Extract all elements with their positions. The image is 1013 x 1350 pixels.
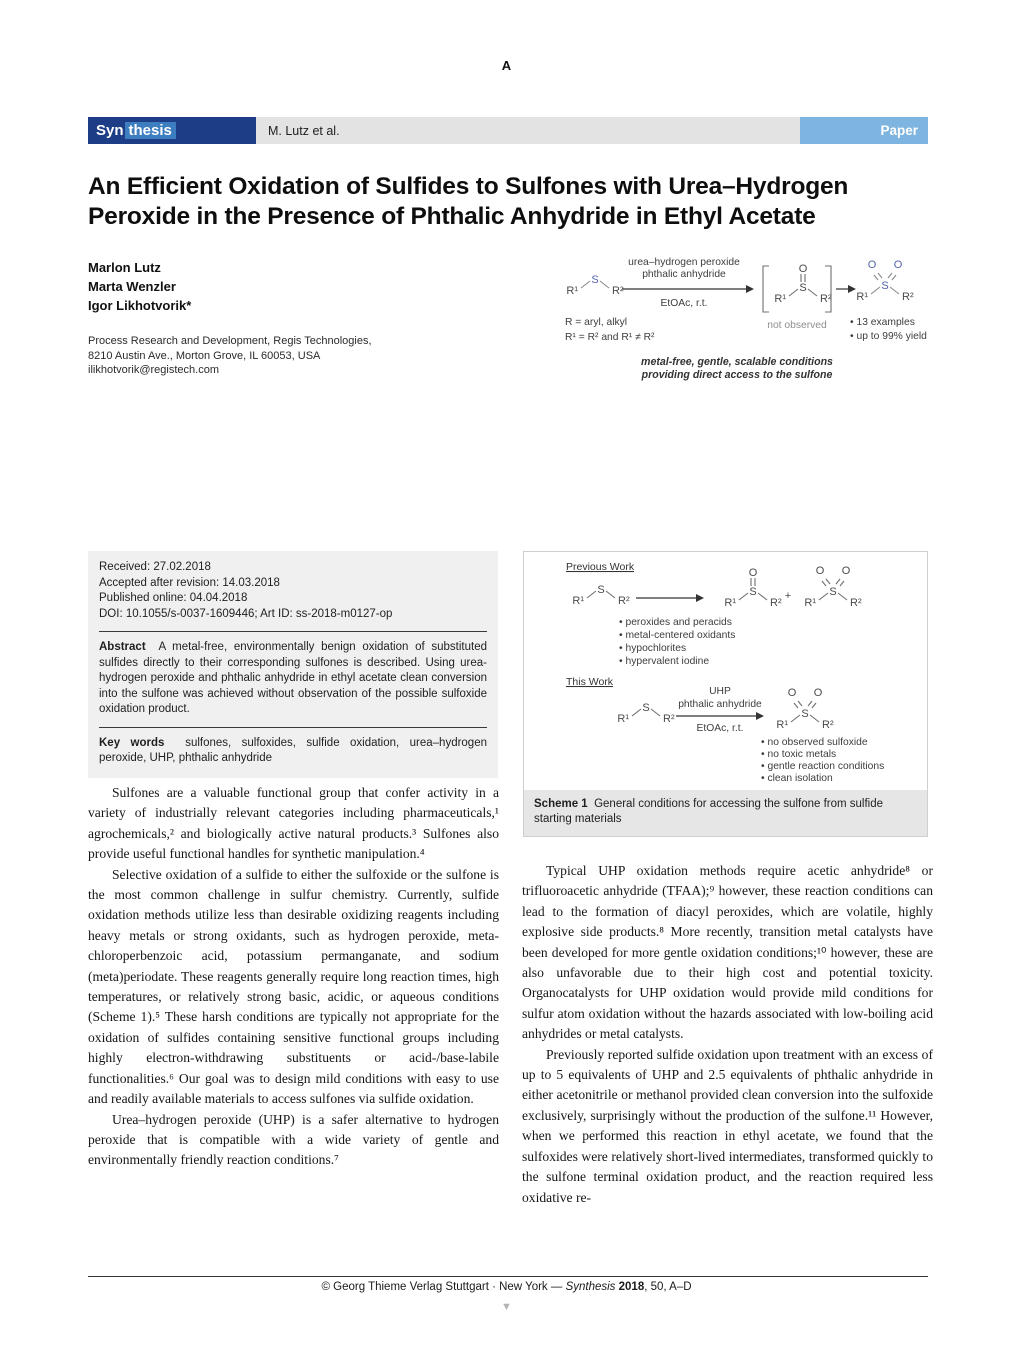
abstract-text: A metal-free, environmentally benign oxidation of substituted sulfides directly to their corresponding sulfones is described. Using urea-hydrogen peroxide and phthalic anhydride in ethyl acetate clean conversion into the sulfone was achieved without observation of the possible sulfoxide oxidation product. xyxy=(99,641,487,715)
published-date: Published online: 04.04.2018 xyxy=(99,592,248,604)
abstract-label: Abstract xyxy=(99,641,146,653)
keywords-text: sulfones, sulfoxides, sulfide oxidation, urea–hydrogen peroxide, UHP, phthalic anhydride xyxy=(99,736,487,764)
this-bullet-1: • no observed sulfoxide xyxy=(761,737,868,748)
article-meta-box xyxy=(88,551,498,778)
paragraph: Selective oxidation of a sulfide to either the sulfoxide or the sulfone is the most common challenge in sulfur chemistry. Currently, sulfide oxidation methods utilize less than desirable oxidizing reagents including heavy metals or strong oxidants, such as hydrogen peroxide, meta-chloroperbenzoic acid, potassium permanganate, and sodium (meta)periodate. These reagents generally require long reaction times, high temperatures, or relatively strong basic, acidic, or aqueous conditions (Scheme 1).⁵ These harsh conditions are typically not appropriate for the oxidation of sulfides containing sensitive functional groups including highly electron-withdrawing substituents or acid-/base-labile functionalities.⁶ Our goal was to design mild conditions with easy to use and readily available materials to access sulfones via sulfide oxidation. xyxy=(88,866,499,1107)
this-bullet-2: • no toxic metals xyxy=(761,749,837,760)
reaction-arrow-2 xyxy=(836,285,856,293)
author-name-corresponding: Igor Likhotvorik* xyxy=(88,298,192,313)
solvent-label: EtOAc, r.t. xyxy=(696,723,744,734)
reagent-line2: phthalic anhydride xyxy=(642,269,726,280)
solvent-conditions: EtOAc, r.t. xyxy=(660,298,708,309)
this-work-label: This Work xyxy=(566,676,614,688)
scheme-1-box xyxy=(523,551,928,837)
journal-logo xyxy=(88,117,256,144)
affiliation-line: 8210 Austin Ave., Morton Grove, IL 60053, USA xyxy=(88,349,321,362)
svg-text:R²: R² xyxy=(820,293,832,305)
svg-text:S: S xyxy=(597,584,605,596)
svg-text:R¹: R¹ xyxy=(856,291,868,303)
article-type-badge: Paper xyxy=(800,117,928,144)
svg-text:S: S xyxy=(881,280,889,292)
highlight-line1: metal-free, gentle, scalable conditions xyxy=(641,356,833,368)
not-observed-label: not observed xyxy=(767,320,827,331)
article-title: An Efficient Oxidation of Sulfides to Sulfones with Urea–Hydrogen Peroxide in the Presence of Phthalic Anhydride in Ethyl Acetate xyxy=(88,173,849,231)
r-definition-2: R¹ = R² and R¹ ≠ R² xyxy=(565,332,655,343)
paragraph: Typical UHP oxidation methods require acetic anhydride⁸ or trifluoroacetic anhydride (TFAA);⁹ however, these reaction conditions can lead to the formation of diacyl peroxides, which are volatile, highly explosive side products.⁸ More recently, transition metal catalysts have been developed for more gentle oxidation conditions;¹⁰ however, these are also unfavorable due to their high cost and potential toxicity. Organocatalysts for UHP oxidation would provide mild conditions for sulfur atom oxidation without the hazards associated with low-boiling acid anhydrides or metal catalysts. xyxy=(522,863,933,1042)
scheme-caption-text: General conditions for accessing the sulfone from sulfide starting materials xyxy=(534,798,884,825)
abstract xyxy=(99,640,487,718)
paragraph: Sulfones are a valuable functional group that confer activity in a variety of industrially relevant categories including pharmaceuticals,¹ agrochemicals,² and biologically active natural products.³ Sulfones also provide useful functional handles for synthetic manipulation.⁴ xyxy=(88,785,499,862)
footer-copyright xyxy=(0,1281,1013,1293)
copyright-text: © Georg Thieme Verlag Stuttgart · New York — xyxy=(321,1281,566,1293)
author-list xyxy=(88,258,191,315)
scheme-sulfone xyxy=(804,565,862,609)
scheme-arrow-this xyxy=(676,712,764,720)
doi-line: DOI: 10.1055/s-0037-1609446; Art ID: ss-2018-m0127-op xyxy=(99,607,393,620)
svg-text:R²: R² xyxy=(770,597,782,609)
svg-text:R¹: R¹ xyxy=(776,719,788,731)
page-number: A xyxy=(501,58,512,73)
author-name: Marta Wenzler xyxy=(88,279,176,294)
sulfoxide-intermediate xyxy=(763,263,832,312)
prev-bullet-1: • peroxides and peracids xyxy=(619,617,732,628)
svg-text:O: O xyxy=(813,687,823,699)
svg-text:O: O xyxy=(867,259,877,271)
svg-text:S: S xyxy=(801,708,809,720)
svg-text:R²: R² xyxy=(618,595,630,607)
prev-bullet-3: • hypochlorites xyxy=(619,643,687,654)
svg-text:S: S xyxy=(829,586,837,598)
highlight-line2: providing direct access to the sulfone xyxy=(641,369,833,381)
svg-text:R¹: R¹ xyxy=(566,285,578,297)
svg-text:R²: R² xyxy=(902,291,914,303)
divider xyxy=(99,631,487,632)
scheme-caption xyxy=(524,790,927,836)
uhp-label: UHP xyxy=(709,686,731,697)
svg-text:R¹: R¹ xyxy=(724,597,736,609)
prev-bullet-4: • hypervalent iodine xyxy=(619,656,710,667)
svg-text:R²: R² xyxy=(612,285,624,297)
journal-name: Synthesis xyxy=(565,1281,616,1293)
affiliation-line: Process Research and Development, Regis Technologies, xyxy=(88,335,372,347)
logo-thesis: thesis xyxy=(125,122,176,139)
body-column-left xyxy=(88,783,499,1171)
paragraph: Urea–hydrogen peroxide (UHP) is a safer alternative to hydrogen peroxide that is compatible with a wide variety of gentle and environmentally friendly reaction conditions.⁷ xyxy=(88,1111,499,1168)
svg-text:O: O xyxy=(841,565,851,577)
svg-text:S: S xyxy=(799,282,807,294)
keywords-label: Key words xyxy=(99,736,165,749)
svg-text:O: O xyxy=(748,567,758,579)
sulfide-structure xyxy=(566,274,624,297)
scheme-sulfide-2 xyxy=(617,702,675,725)
received-date: Received: 27.02.2018 xyxy=(99,561,211,573)
svg-text:R¹: R¹ xyxy=(617,713,629,725)
scheme-caption-label: Scheme 1 xyxy=(534,798,588,810)
sulfone-product xyxy=(856,259,914,303)
svg-text:O: O xyxy=(787,687,797,699)
svg-text:O: O xyxy=(815,565,825,577)
svg-text:R¹: R¹ xyxy=(572,595,584,607)
header-bar xyxy=(88,117,928,144)
graphical-abstract xyxy=(542,252,938,392)
keywords xyxy=(99,736,487,767)
scheme-sulfone-2 xyxy=(776,687,834,731)
phthalic-label: phthalic anhydride xyxy=(678,699,762,710)
yield-bullet: • up to 99% yield xyxy=(850,331,927,342)
footer-divider xyxy=(88,1276,928,1277)
previous-work-label: Previous Work xyxy=(566,561,635,573)
svg-text:S: S xyxy=(642,702,650,714)
svg-text:O: O xyxy=(798,263,808,275)
this-bullet-3: • gentle reaction conditions xyxy=(761,761,885,772)
page-continuation-arrow-icon: ▼ xyxy=(501,1301,512,1313)
scheme-sulfoxide xyxy=(724,567,782,609)
logo-syn: Syn xyxy=(96,122,124,139)
author-email: ilikhotvorik@registech.com xyxy=(88,364,219,376)
this-bullet-4: • clean isolation xyxy=(761,773,833,784)
svg-text:R²: R² xyxy=(822,719,834,731)
scheme-arrow-prev xyxy=(636,594,704,602)
divider xyxy=(99,727,487,728)
body-column-right xyxy=(522,861,933,1208)
svg-text:R¹: R¹ xyxy=(804,597,816,609)
reaction-arrow xyxy=(622,285,754,293)
accepted-date: Accepted after revision: 14.03.2018 xyxy=(99,576,280,589)
svg-text:R²: R² xyxy=(663,713,675,725)
svg-text:S: S xyxy=(749,586,757,598)
affiliation-block xyxy=(88,334,372,378)
reagent-line1: urea–hydrogen peroxide xyxy=(628,257,740,268)
examples-bullet: • 13 examples xyxy=(850,317,915,328)
svg-text:R²: R² xyxy=(850,597,862,609)
scheme-sulfide xyxy=(572,584,630,607)
svg-text:R¹: R¹ xyxy=(774,293,786,305)
svg-text:S: S xyxy=(591,274,599,286)
r-definition-1: R = aryl, alkyl xyxy=(565,317,628,328)
citation-pages: , 50, A–D xyxy=(644,1281,692,1293)
author-name: Marlon Lutz xyxy=(88,260,161,275)
paragraph: Previously reported sulfide oxidation upon treatment with an excess of up to 5 equivalents of UHP and 2.5 equivalents of phthalic anhydride in either acetonitrile or methanol provided clean conversion into the sulfoxide exclusively, surprisingly without the production of the sulfone.¹¹ However, when we performed this reaction in ethyl acetate, we found that the sulfoxides were relatively short-lived intermediates, transformed quickly to the sulfone terminal oxidation product, and the reaction required less oxidative re- xyxy=(522,1046,933,1205)
plus-sign: + xyxy=(784,590,792,602)
scheme-1-drawing xyxy=(524,552,927,785)
prev-bullet-2: • metal-centered oxidants xyxy=(619,630,736,641)
running-head: M. Lutz et al. xyxy=(256,117,800,144)
svg-text:O: O xyxy=(893,259,903,271)
journal-year: 2018 xyxy=(615,1281,645,1293)
